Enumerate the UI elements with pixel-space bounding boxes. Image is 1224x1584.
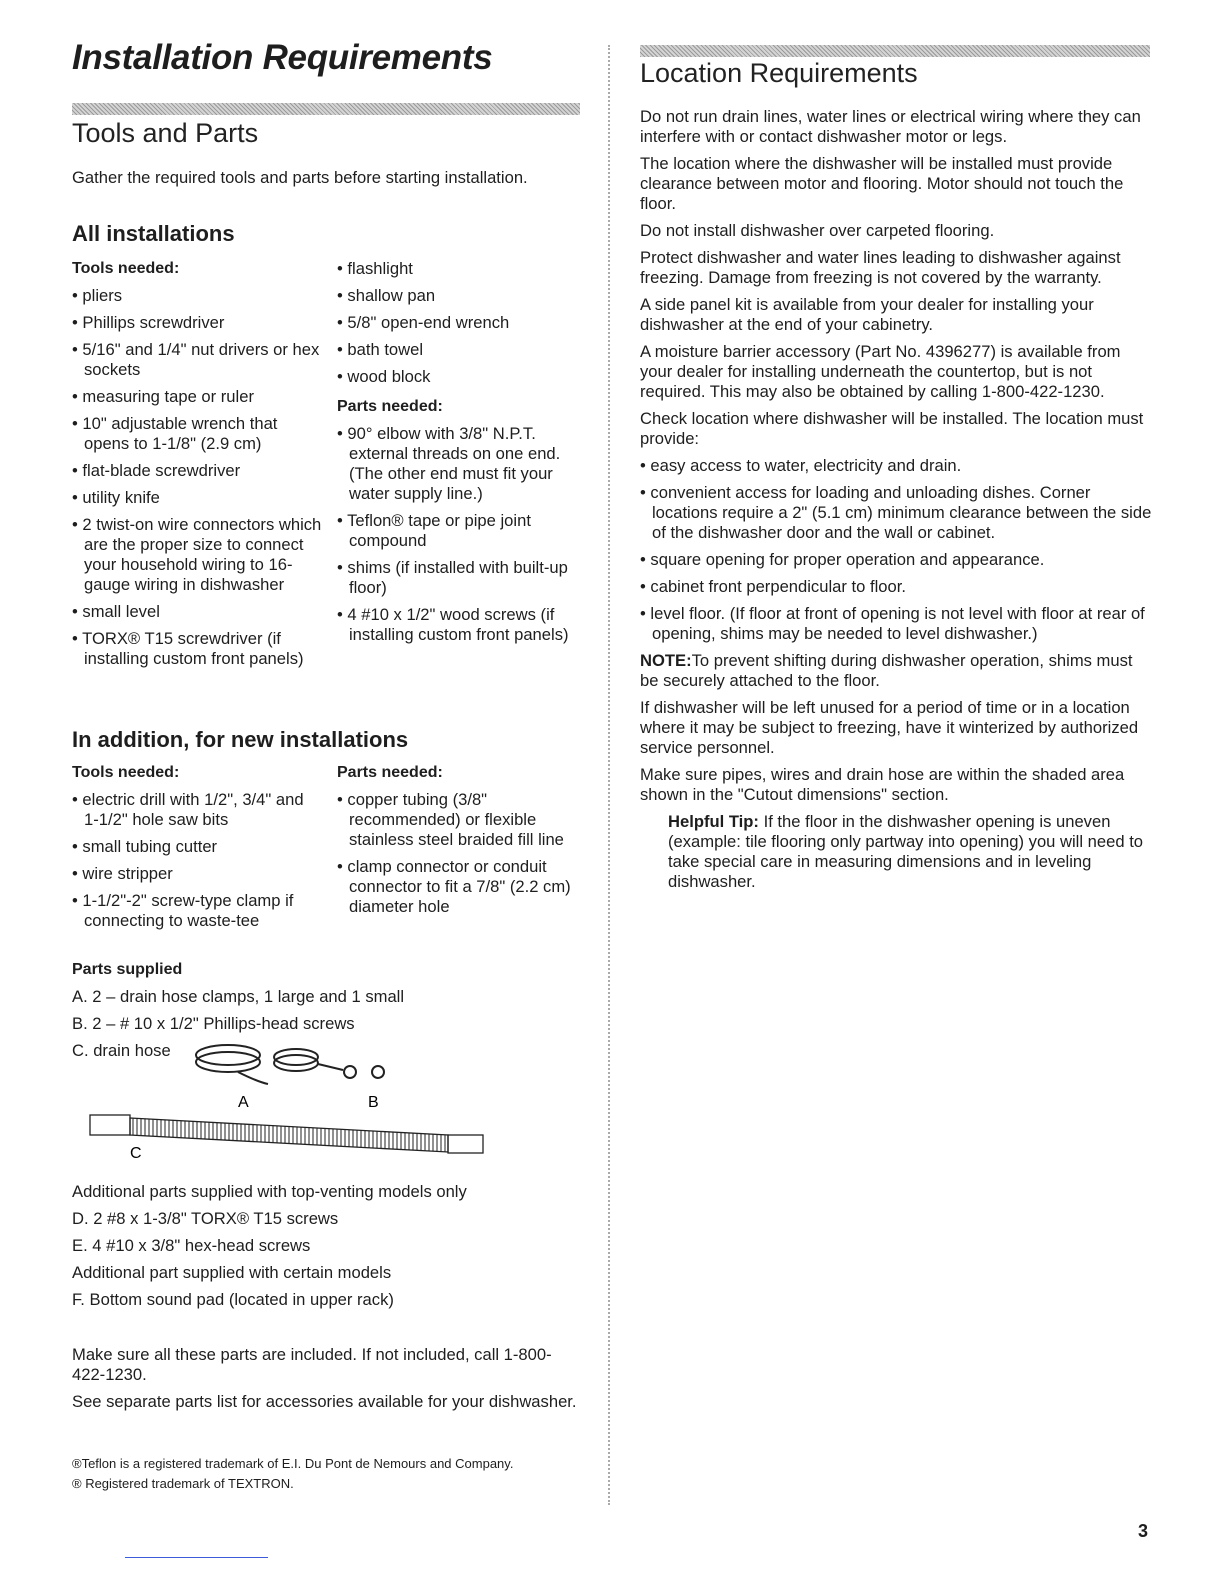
hose-clamp-small-icon bbox=[274, 1049, 318, 1071]
location-bullet: • level floor. (If floor at front of opening is not level with floor at rear of opening, shims may be needed to level dishwasher.) bbox=[640, 604, 1145, 643]
fig-label-b: B bbox=[368, 1094, 379, 1111]
tools-parts-heading: Tools and Parts bbox=[72, 118, 259, 148]
tools-needed-label: Tools needed: bbox=[72, 764, 180, 781]
top-venting-label: Additional parts supplied with top-venting models only bbox=[72, 1182, 467, 1201]
helpful-tip bbox=[640, 812, 1152, 892]
column-divider bbox=[608, 45, 610, 1505]
tool-item: • flat-blade screwdriver bbox=[72, 461, 241, 480]
tool-item: • bath towel bbox=[337, 340, 424, 359]
location-bullet: • cabinet front perpendicular to floor. bbox=[640, 577, 906, 596]
location-para: If dishwasher will be left unused for a period of time or in a location where it may be subject to freezing, have it winterized by authorized service personnel. bbox=[640, 698, 1139, 757]
footnote: ®Teflon is a registered trademark of E.I. Du Pont de Nemours and Company. bbox=[72, 1456, 514, 1471]
location-para: A moisture barrier accessory (Part No. 4396277) is available from your dealer for installing underneath the countertop, but is not required. This may also be obtained by calling 1-800-422-1230. bbox=[640, 342, 1121, 401]
tools-needed-label: Tools needed: bbox=[72, 260, 180, 277]
supplied-item: D. 2 #8 x 1-3/8" TORX® T15 screws bbox=[72, 1209, 339, 1228]
part-item: • 90° elbow with 3/8" N.P.T. external threads on one end. (The other end must fit your water supply line.) bbox=[337, 424, 561, 503]
fig-label-a: A bbox=[238, 1094, 249, 1111]
tool-item: • 5/16" and 1/4" nut drivers or hex sockets bbox=[72, 340, 320, 379]
tool-item: • measuring tape or ruler bbox=[72, 387, 254, 406]
new-installations-heading: In addition, for new installations bbox=[72, 727, 409, 752]
tool-item: • 10" adjustable wrench that opens to 1-1/8" (2.9 cm) bbox=[72, 414, 278, 453]
tool-item: • utility knife bbox=[72, 488, 160, 507]
note-text: To prevent shifting during dishwasher operation, shims must be securely attached to the floor. bbox=[640, 651, 1133, 690]
tool-item: • small level bbox=[72, 602, 160, 621]
tool-item: • TORX® T15 screwdriver (if installing custom front panels) bbox=[72, 629, 304, 668]
underline-mark bbox=[125, 1557, 268, 1558]
all-tools-list bbox=[72, 259, 322, 676]
tool-item: • wire stripper bbox=[72, 864, 173, 883]
tool-item: • 5/8" open-end wrench bbox=[337, 313, 510, 332]
supplied-item: E. 4 #10 x 3/8" hex-head screws bbox=[72, 1236, 311, 1255]
closing-para: See separate parts list for accessories available for your dishwasher. bbox=[72, 1392, 577, 1411]
supplied-item: A. 2 – drain hose clamps, 1 large and 1 small bbox=[72, 987, 405, 1006]
screw-icon bbox=[318, 1064, 384, 1078]
location-para: Check location where dishwasher will be installed. The location must provide: bbox=[640, 409, 1144, 448]
part-item: • clamp connector or conduit connector to fit a 7/8" (2.2 cm) diameter hole bbox=[337, 857, 571, 916]
location-bullet: • easy access to water, electricity and drain. bbox=[640, 456, 962, 475]
tool-item: • small tubing cutter bbox=[72, 837, 218, 856]
note bbox=[640, 651, 1152, 691]
fig-label-c: C bbox=[130, 1145, 142, 1162]
part-item: • shims (if installed with built-up floor) bbox=[337, 558, 568, 597]
tool-item: • 2 twist-on wire connectors which are the proper size to connect your household wiring to 16-gauge wiring in dishwasher bbox=[72, 515, 322, 594]
location-para: A side panel kit is available from your dealer for installing your dishwasher at the end of your cabinetry. bbox=[640, 295, 1094, 334]
location-para: Do not run drain lines, water lines or electrical wiring where they can interfere with or contact dishwasher motor or legs. bbox=[640, 107, 1141, 146]
page-number: 3 bbox=[1138, 1521, 1149, 1541]
parts-illustration bbox=[88, 1040, 498, 1165]
supplied-item: B. 2 – # 10 x 1/2" Phillips-head screws bbox=[72, 1014, 355, 1033]
hose-clamp-large-icon bbox=[196, 1045, 268, 1084]
closing-para: Make sure all these parts are included. If not included, call 1-800-422-1230. bbox=[72, 1345, 552, 1384]
location-para: The location where the dishwasher will be installed must provide clearance between motor and flooring. Motor should not touch the floor. bbox=[640, 154, 1124, 213]
new-tools-list bbox=[72, 763, 322, 938]
part-item: • Teflon® tape or pipe joint compound bbox=[337, 511, 531, 550]
location-para: Protect dishwasher and water lines leading to dishwasher against freezing. Damage from freezing is not covered by the warranty. bbox=[640, 248, 1121, 287]
supplied-item: C. drain hose bbox=[72, 1041, 171, 1060]
section-shade-bar bbox=[640, 45, 1150, 57]
tool-item: • pliers bbox=[72, 286, 123, 305]
tool-item: • shallow pan bbox=[337, 286, 436, 305]
tip-text: If the floor in the dishwasher opening is uneven (example: tile flooring only partway into opening) you will need to take special care in measuring dimensions and in leveling dishwasher. bbox=[668, 812, 1144, 891]
section-shade-bar bbox=[72, 103, 580, 115]
drain-hose-icon bbox=[90, 1115, 483, 1153]
certain-models-label: Additional part supplied with certain models bbox=[72, 1263, 392, 1282]
location-body bbox=[640, 107, 1152, 899]
parts-needed-label: Parts needed: bbox=[337, 764, 443, 781]
page-title: Installation Requirements bbox=[72, 38, 493, 77]
location-para: Do not install dishwasher over carpeted flooring. bbox=[640, 221, 995, 240]
location-bullet: • convenient access for loading and unloading dishes. Corner locations require a 2" (5.1 cm) minimum clearance between the side of the dishwasher door and the wall or cabinet. bbox=[640, 483, 1152, 542]
supplied-item: F. Bottom sound pad (located in upper rack) bbox=[72, 1290, 394, 1309]
note-label: NOTE: bbox=[640, 651, 692, 670]
parts-supplied-label: Parts supplied bbox=[72, 961, 183, 978]
additional-parts bbox=[72, 1182, 582, 1317]
tip-label: Helpful Tip: bbox=[668, 812, 759, 831]
location-para: Make sure pipes, wires and drain hose are within the shaded area shown in the "Cutout dimensions" section. bbox=[640, 765, 1125, 804]
tool-item: • electric drill with 1/2", 3/4" and 1-1/2" hole saw bits bbox=[72, 790, 304, 829]
tool-item: • wood block bbox=[337, 367, 431, 386]
tool-item: • flashlight bbox=[337, 259, 413, 278]
location-bullet: • square opening for proper operation and appearance. bbox=[640, 550, 1045, 569]
parts-needed-label: Parts needed: bbox=[337, 398, 443, 415]
part-item: • copper tubing (3/8" recommended) or flexible stainless steel braided fill line bbox=[337, 790, 564, 849]
all-tools-list-2 bbox=[337, 259, 587, 652]
new-parts-list bbox=[337, 763, 587, 924]
tool-item: • Phillips screwdriver bbox=[72, 313, 225, 332]
footnotes bbox=[72, 1455, 542, 1495]
part-item: • 4 #10 x 1/2" wood screws (if installing custom front panels) bbox=[337, 605, 569, 644]
intro-text: Gather the required tools and parts before starting installation. bbox=[72, 168, 528, 187]
footnote: ® Registered trademark of TEXTRON. bbox=[72, 1476, 294, 1491]
all-installations-heading: All installations bbox=[72, 221, 235, 246]
tool-item: • 1-1/2"-2" screw-type clamp if connecting to waste-tee bbox=[72, 891, 294, 930]
closing-text bbox=[72, 1345, 582, 1419]
location-heading: Location Requirements bbox=[640, 58, 918, 88]
